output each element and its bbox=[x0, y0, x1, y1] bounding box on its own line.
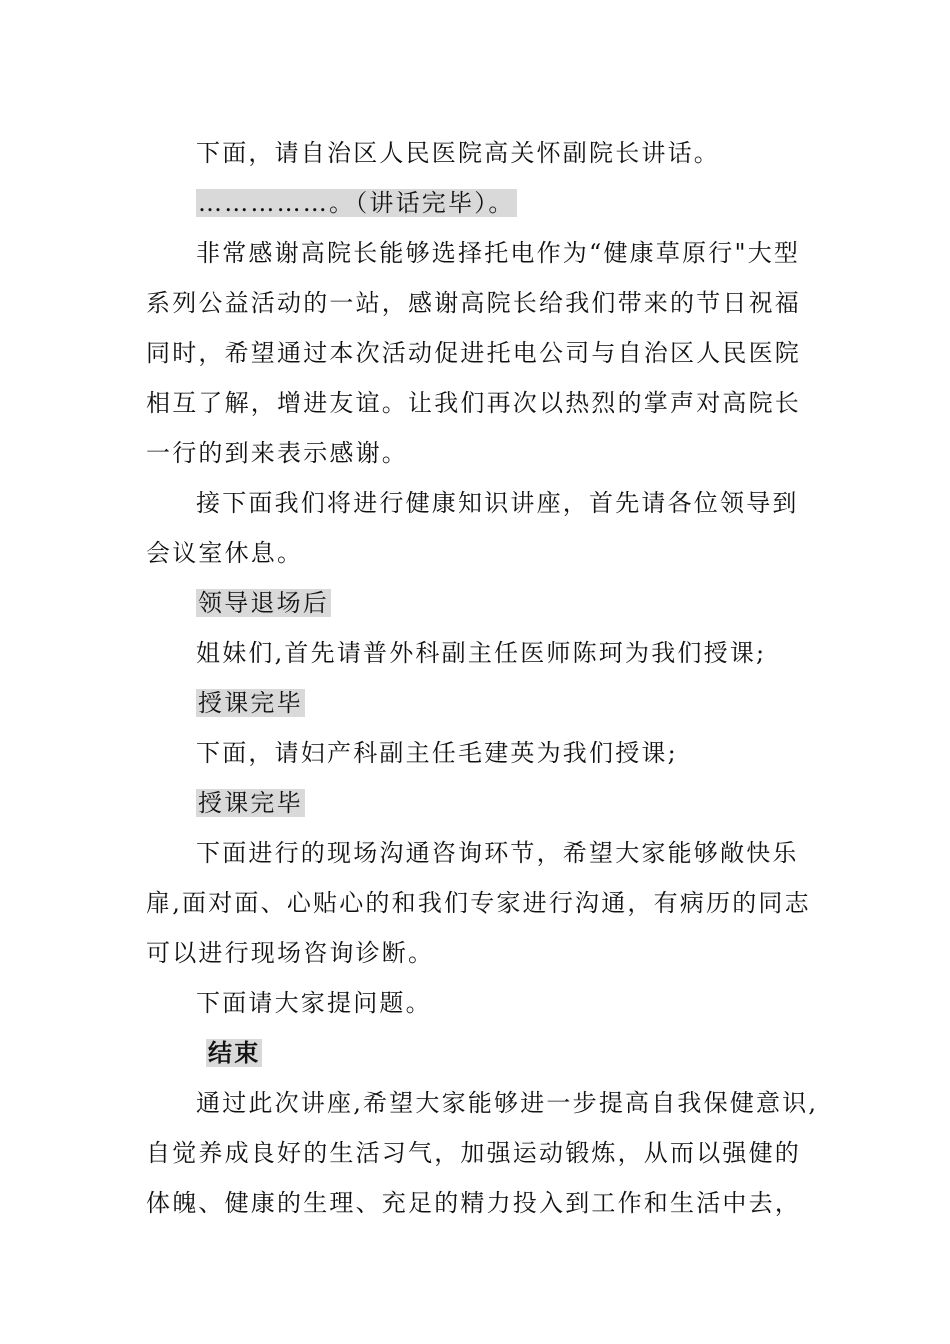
paragraph-speech-intro: 下面，请自治区人民医院高关怀副院长讲话。 bbox=[196, 139, 720, 167]
highlighted-note: 授课完毕 bbox=[198, 689, 303, 717]
paragraph-lecture-line-2: 会议室休息。 bbox=[146, 539, 304, 567]
paragraph-thanks-line-5: 一行的到来表示感谢。 bbox=[146, 439, 408, 467]
paragraph-consult-line-2: 扉,面对面、心贴心的和我们专家进行沟通，有病历的同志 bbox=[146, 889, 811, 917]
paragraph-consult-line-1: 下面进行的现场沟通咨询环节，希望大家能够敞快乐 bbox=[196, 839, 799, 867]
paragraph-leaders-exit bbox=[146, 578, 821, 628]
highlighted-note: 领导退场后 bbox=[198, 589, 329, 617]
paragraph-thanks-line-4: 相互了解，增进友谊。让我们再次以热烈的掌声对高院长 bbox=[146, 389, 801, 417]
paragraph-closing-line-1: 通过此次讲座,希望大家能够进一步提高自我保健意识, bbox=[196, 1089, 819, 1117]
paragraph-questions: 下面请大家提问题。 bbox=[196, 989, 432, 1017]
paragraph-speech-end bbox=[146, 178, 821, 228]
paragraph-second-lecture: 下面，请妇产科副主任毛建英为我们授课; bbox=[196, 739, 678, 767]
paragraph-thanks-line-1: 非常感谢高院长能够选择托电作为“健康草原行"大型 bbox=[196, 239, 801, 267]
document-page bbox=[146, 128, 821, 1228]
section-heading-end bbox=[146, 1028, 821, 1078]
highlighted-note: 授课完毕 bbox=[198, 789, 303, 817]
paragraph-thanks-line-2: 系列公益活动的一站，感谢高院长给我们带来的节日祝福 bbox=[146, 289, 801, 317]
highlighted-heading: 结束 bbox=[208, 1039, 261, 1067]
paragraph-closing-line-3: 体魄、健康的生理、充足的精力投入到工作和生活中去， bbox=[146, 1189, 801, 1217]
paragraph-lecture-line-1: 接下面我们将进行健康知识讲座，首先请各位领导到 bbox=[196, 489, 799, 517]
paragraph-thanks-line-3: 同时，希望通过本次活动促进托电公司与自治区人民医院 bbox=[146, 339, 801, 367]
highlighted-note: ……………。（讲话完毕）。 bbox=[198, 189, 515, 217]
paragraph-lecture-done-1 bbox=[146, 678, 821, 728]
paragraph-consult-line-3: 可以进行现场咨询诊断。 bbox=[146, 939, 435, 967]
paragraph-closing-line-2: 自觉养成良好的生活习气，加强运动锻炼，从而以强健的 bbox=[146, 1139, 801, 1167]
paragraph-lecture-done-2 bbox=[146, 778, 821, 828]
paragraph-first-lecture: 姐妹们,首先请普外科副主任医师陈珂为我们授课; bbox=[196, 639, 767, 667]
